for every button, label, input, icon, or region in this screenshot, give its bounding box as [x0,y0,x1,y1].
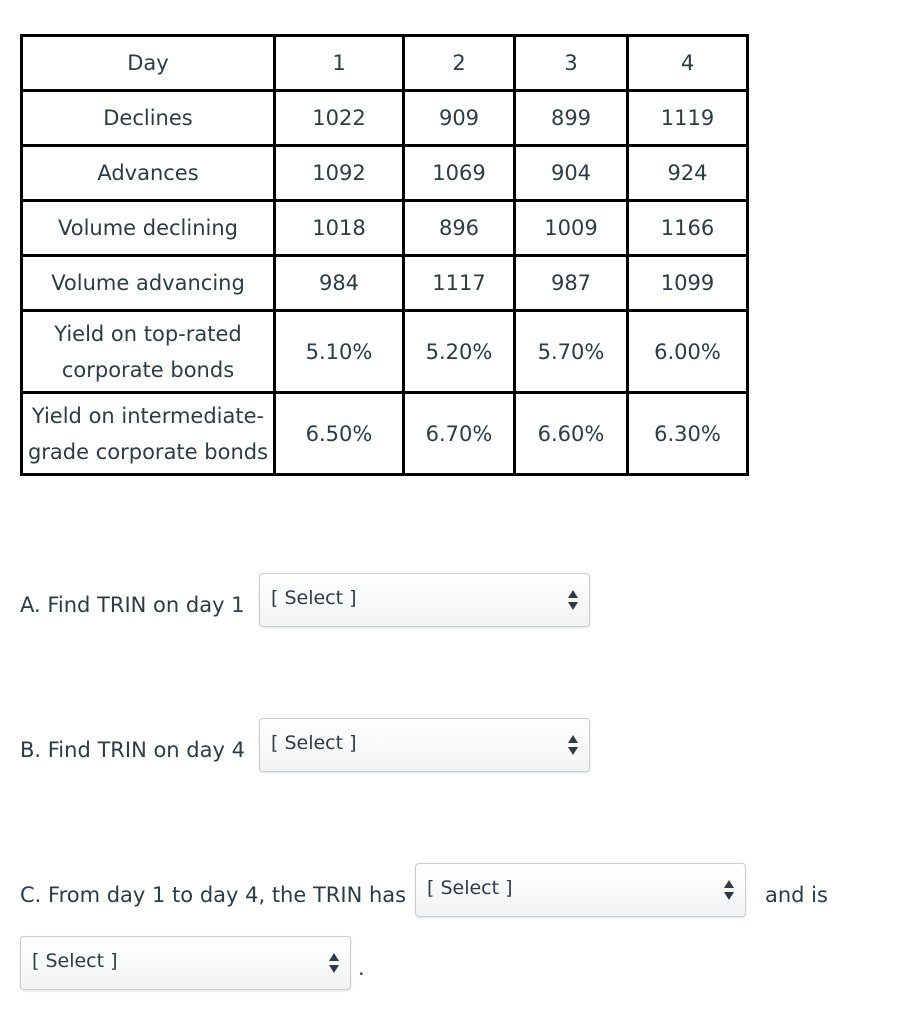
table-cell: 924 [628,146,748,201]
row-label-line: Yield on top-rated [54,321,242,346]
table-row-top-rated-yield [22,311,748,393]
question-c-text: C. From day 1 to day 4, the TRIN has [20,883,407,907]
table-row-volume-advancing [22,256,748,311]
table-cell: 1166 [628,201,748,256]
table-row-intermediate-yield [22,393,748,475]
row-label-line: corporate bonds [61,357,235,382]
table-cell: 1119 [628,91,748,146]
row-label-line: grade corporate bonds [27,439,269,464]
select-value: [ Select ] [271,732,357,754]
question-c-text-2: and is [765,883,828,907]
select-value: [ Select ] [427,877,513,899]
table-cell: 1009 [515,201,628,256]
table-cell: 984 [275,256,404,311]
row-label: Volume advancing [22,256,275,311]
table-cell: 6.00% [628,311,748,393]
question-a-text: A. Find TRIN on day 1 [20,593,245,617]
table-cell: 6.60% [515,393,628,475]
select-value: [ Select ] [32,950,118,972]
table-cell: 904 [515,146,628,201]
table-cell: 1018 [275,201,404,256]
row-label [22,311,275,393]
table-cell: 6.30% [628,393,748,475]
header-day-label: Day [22,36,275,91]
select-arrows-icon [568,590,578,612]
header-day-1: 1 [275,36,404,91]
table-header-row [22,36,748,91]
table-cell: 909 [404,91,515,146]
select-arrows-icon [568,735,578,757]
question-c-period: . [358,956,365,980]
table-cell: 1117 [404,256,515,311]
table-row-advances [22,146,748,201]
question-c-select-2[interactable] [20,936,351,990]
table-cell: 6.70% [404,393,515,475]
table-cell: 1092 [275,146,404,201]
table-cell: 899 [515,91,628,146]
header-day-4: 4 [628,36,748,91]
table-cell: 5.20% [404,311,515,393]
row-label: Declines [22,91,275,146]
market-data-table [20,34,749,476]
question-b-select[interactable] [259,718,590,772]
table-row-volume-declining [22,201,748,256]
question-a-select[interactable] [259,573,590,627]
header-day-2: 2 [404,36,515,91]
table-cell: 896 [404,201,515,256]
table-cell: 1069 [404,146,515,201]
table-cell: 6.50% [275,393,404,475]
table-cell: 1022 [275,91,404,146]
question-b-text: B. Find TRIN on day 4 [20,738,245,762]
table-cell: 5.10% [275,311,404,393]
table-row-declines [22,91,748,146]
table-cell: 5.70% [515,311,628,393]
table-cell: 987 [515,256,628,311]
select-arrows-icon [724,880,734,902]
row-label [22,393,275,475]
row-label: Advances [22,146,275,201]
table-cell: 1099 [628,256,748,311]
select-arrows-icon [329,953,339,975]
select-value: [ Select ] [271,587,357,609]
row-label: Volume declining [22,201,275,256]
header-day-3: 3 [515,36,628,91]
question-c-select-1[interactable] [415,863,746,917]
row-label-line: Yield on intermediate- [31,403,265,428]
